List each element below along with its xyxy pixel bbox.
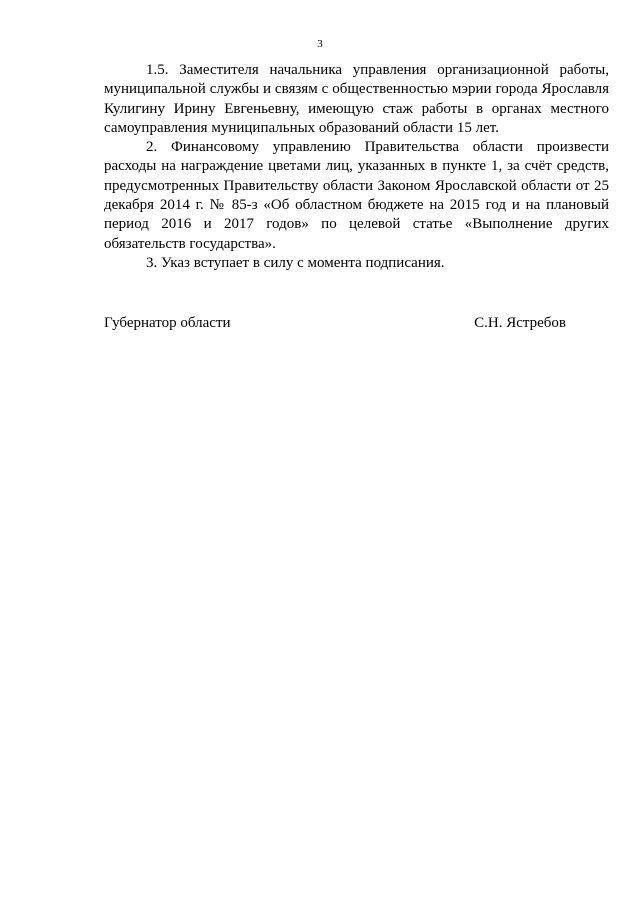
document-body — [104, 61, 609, 273]
signatory-position: Губернатор области — [104, 315, 231, 331]
signatory-name: С.Н. Ястребов — [474, 315, 566, 331]
page-number: 3 — [317, 38, 323, 50]
signature-block — [104, 314, 566, 333]
paragraph-2: 2. Финансовому управлению Правительства области произвести расходы на награждение цветами лиц, указанных в пункте 1, за счёт средств, предусмотренных Правительству области Законом Ярославской области от 25 декабря 2014 г. № 85-з «Об областном бюджете на 2015 год и на плановый период 2016 и 2017 годов» по целевой статье «Выполнение других обязательств государства». — [104, 139, 609, 252]
paragraph-1-5: 1.5. Заместителя начальника управления организационной работы, муниципальной службы и связям с общественностью мэрии города Ярославля Кулигину Ирину Евгеньевну, имеющую стаж работы в органах местного самоуправления муниципальных образований области 15 лет. — [104, 62, 609, 136]
paragraph-3: 3. Указ вступает в силу с момента подписания. — [146, 254, 445, 271]
